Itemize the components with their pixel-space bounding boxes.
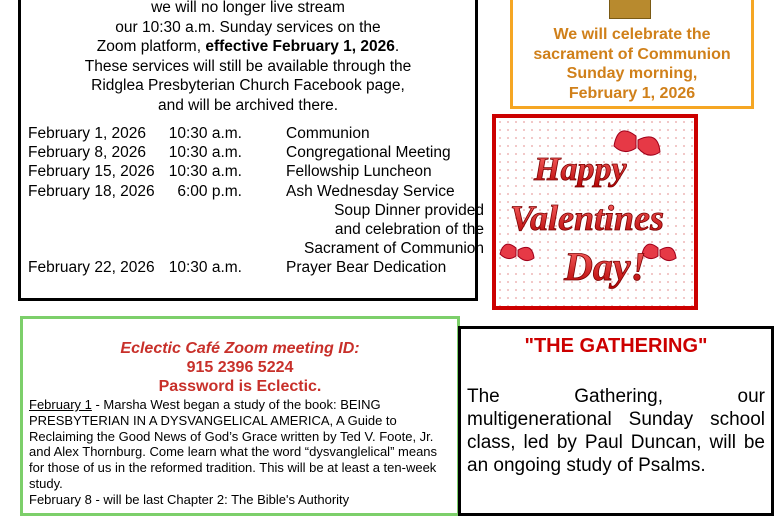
schedule-box [18,0,485,301]
communion-line: sacrament of Communion [533,45,731,63]
study-date: February 1 [29,397,92,412]
notice-line: Zoom platform, effective February 1, 2026. [96,38,400,55]
schedule-date: February 18, 2026 [28,182,155,200]
communion-line: February 1, 2026 [568,84,696,102]
study-text: - Marsha West began a study of the book: BEING PRESBYTERIAN IN A DYSVANGELICAL AMERICA, A Guide to Reclaiming the Good News of God’s Grace written by Ted V. Foote, Jr. and Alex Thornburg. Come learn what the word “dysvanglelical” means for those of us in the reformed tradition. This will be at least a ten-week study. [29,397,438,491]
communion-notice [510,0,754,109]
schedule-event: Ash Wednesday Service [286,182,455,200]
schedule-time: 10:30 a.m. [168,259,242,277]
schedule-date: February 8, 2026 [28,144,147,162]
word-day: Day! [564,244,647,289]
valentine-graphic [492,114,698,310]
schedule-event: Fellowship Luncheon [286,163,432,181]
schedule-event: Congregational Meeting [286,144,451,162]
zoom-info [23,339,457,396]
notice-line: Ridglea Presbyterian Church Facebook page, [91,77,405,94]
notice-line: our 10:30 a.m. Sunday services on the [115,18,381,36]
zoom-meeting-id: 915 2396 5224 [186,359,294,376]
effective-date: effective February 1, 2026 [205,38,395,55]
gathering-box [458,326,774,516]
schedule-time: 10:30 a.m. [168,144,242,162]
word-valentines: Valentines [510,198,665,238]
notice-line: and will be archived there. [157,96,339,114]
valentine-art [496,118,694,306]
study-text-2: February 8 - will be last Chapter 2: The Bible's Authority [29,491,350,507]
schedule-date: February 15, 2026 [28,163,155,181]
schedule-event: and celebration of the [334,220,484,238]
communion-line: Sunday morning, [566,65,698,82]
eclectic-cafe-box [20,316,460,516]
gathering-title: "THE GATHERING" [524,335,708,357]
communion-image [609,0,651,19]
schedule-date: February 1, 2026 [28,125,147,142]
schedule-event: Sacrament of Communion [304,240,485,258]
word-happy: Happy [534,151,627,188]
gathering-text: The Gathering, our multigenerational Sunday school class, led by Paul Duncan, will be an ongoing study of Psalms. [467,386,765,476]
schedule-time: 10:30 a.m. [168,163,242,181]
schedule-time: 6:00 p.m. [177,182,242,200]
zoom-heading: Eclectic Café Zoom meeting ID: [120,340,360,357]
schedule-event: Soup Dinner provided [334,201,484,219]
zoom-notice [21,0,475,115]
schedule-time: 10:30 a.m. [168,125,242,142]
schedule-event: Prayer Bear Dedication [286,259,447,277]
notice-line: These services will still be available through the [84,57,412,75]
study-description [29,397,451,508]
schedule-date: February 22, 2026 [28,259,155,277]
schedule-event: Communion [286,125,370,142]
communion-line: We will celebrate the [553,26,711,43]
zoom-password: Password is Eclectic. [158,378,322,395]
notice-line: we will no longer live stream [151,0,345,16]
